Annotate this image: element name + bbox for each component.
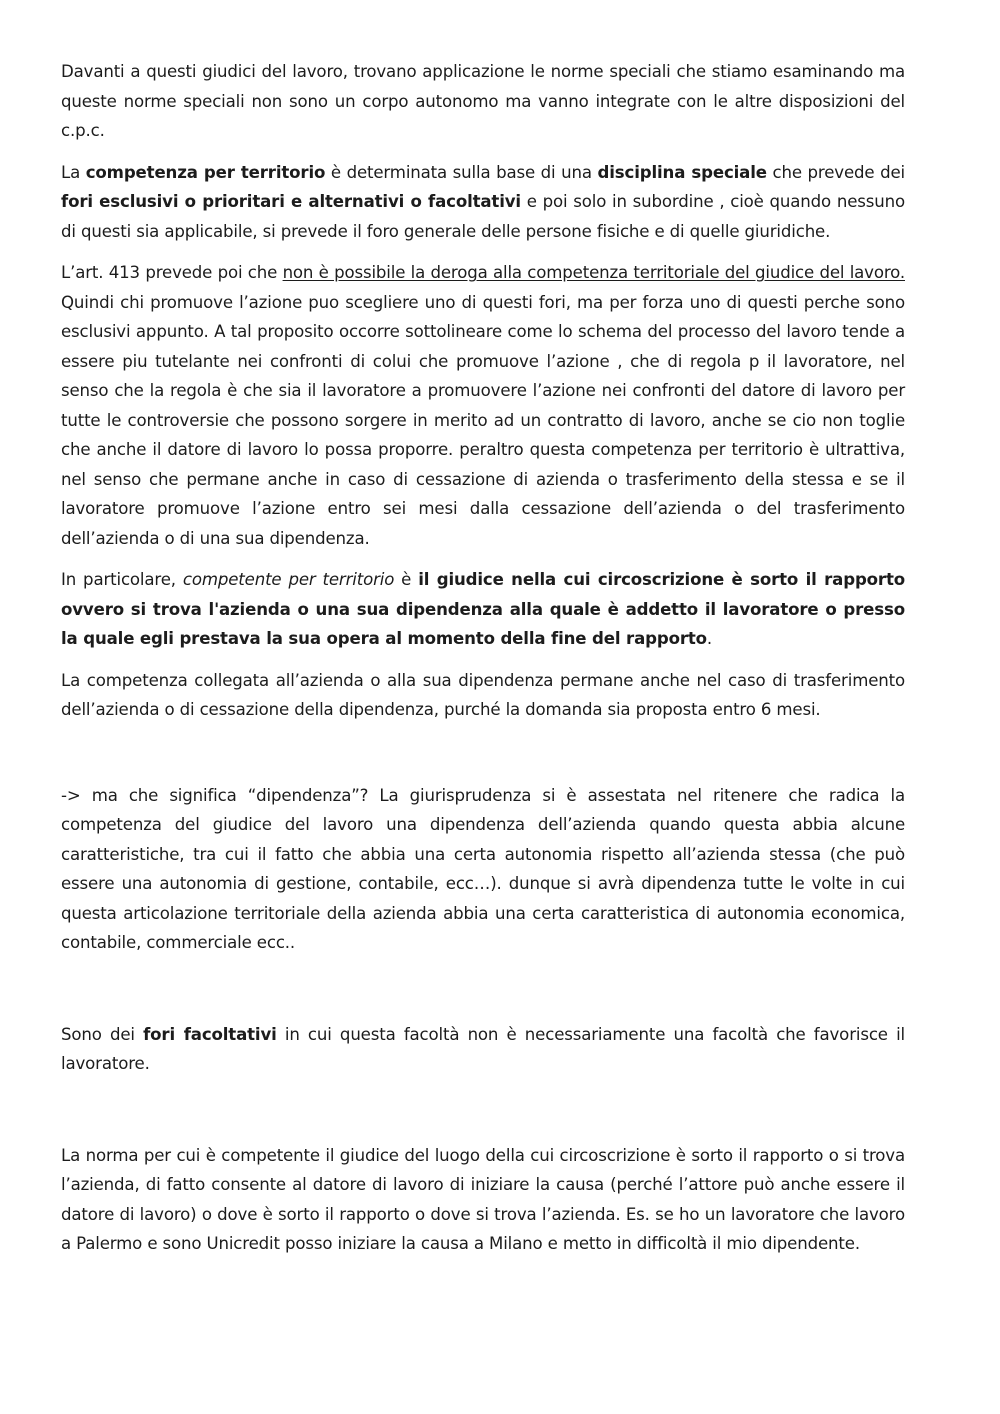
p3-run-2: non è possibile la deroga alla competenza territoriale del giudice del lavoro. <box>282 263 905 282</box>
p2-run-7: e poi solo in subordine , cioè quando nessuno di questi sia applicabile, si prevede il foro generale delle persone fisiche e di quelle giuridiche. <box>61 192 905 241</box>
paragraph-3 <box>61 258 905 553</box>
paragraph-4 <box>61 565 905 654</box>
p1-text: Davanti a questi giudici del lavoro, trovano applicazione le norme speciali che stiamo esaminando ma queste norme speciali non sono un corpo autonomo ma vanno integrate con le altre disposizioni del c.p.c. <box>61 62 905 140</box>
document-page <box>61 57 905 1259</box>
p2-run-3: è determinata sulla base di una <box>325 162 598 182</box>
paragraph-5 <box>61 666 905 725</box>
paragraph-6 <box>61 781 905 958</box>
p2-run-6: fori esclusivi o prioritari e alternativi o facoltativi <box>61 192 521 211</box>
p2-run-2: competenza per territorio <box>85 162 326 182</box>
p8-text: La norma per cui è competente il giudice del luogo della cui circoscrizione è sorto il rapporto o si trova l’azienda, di fatto consente al datore di lavoro di iniziare la causa (perché l’attore può anche essere il datore di lavoro) o dove è sorto il rapporto o dove si trova l’azienda. Es. se ho un lavoratore che lavoro a Palermo e sono Unicredit posso iniziare la causa a Milano e metto in difficoltà il mio dipendente. <box>61 1145 905 1253</box>
p6-text: -> ma che significa “dipendenza”? La giurisprudenza si è assestata nel ritenere che radica la competenza del giudice del lavoro una dipendenza dell’azienda quando questa abbia alcune caratteristiche, tra cui il fatto che abbia una certa autonomia rispetto all’azienda stessa (che può essere una autonomia di gestione, contabile, ecc…). dunque si avrà dipendenza tutte le volte in cui questa articolazione territoriale della azienda abbia una certa caratteristica di autonomia economica, contabile, commerciale ecc.. <box>61 785 905 952</box>
p2-run-4: disciplina speciale <box>597 162 767 182</box>
p3-run-3: Quindi chi promuove l’azione puo scegliere uno di questi fori, ma per forza uno di questi perche sono esclusivi appunto. A tal proposito occorre sottolineare come lo schema del processo del lavoro tende a essere piu tutelante nei confronti di colui che promuove l’azione , che di regola p il lavoratore, nel senso che la regola è che sia il lavoratore a promuovere l’azione nei confronti del datore di lavoro per tutte le controversie che possono sorgere in merito ad un contratto di lavoro, anche se cio non toglie che anche il datore di lavoro lo possa proporre. peraltro questa competenza per territorio è ultrattiva, nel senso che permane anche in caso di cessazione di azienda o trasferimento della stessa e se il lavoratore promuove l’azione entro sei mesi dalla cessazione dell’azienda o del trasferimento dell’azienda o di una sua dipendenza. <box>61 292 905 548</box>
p7-run-3: in cui questa facoltà non è necessariamente una facoltà che favorisce il lavoratore. <box>61 1024 905 1073</box>
p3-run-1: L’art. 413 prevede poi che <box>61 263 283 282</box>
p7-run-2: fori facoltativi <box>143 1024 277 1044</box>
p2-run-1: La <box>61 162 86 182</box>
p4-run-3: è <box>394 570 419 589</box>
paragraph-1 <box>61 57 905 146</box>
p5-text: La competenza collegata all’azienda o alla sua dipendenza permane anche nel caso di trasferimento dell’azienda o di cessazione della dipendenza, purché la domanda sia proposta entro 6 mesi. <box>61 670 905 719</box>
p7-run-1: Sono dei <box>61 1024 144 1044</box>
p4-run-2: competente per territorio <box>182 570 395 589</box>
p4-run-5: . <box>706 629 713 648</box>
p2-run-5: che prevede dei <box>766 162 905 182</box>
paragraph-8 <box>61 1141 905 1259</box>
p4-run-1: In particolare, <box>61 570 183 589</box>
paragraph-2 <box>61 158 905 247</box>
p4-run-4: il giudice nella cui circoscrizione è sorto il rapporto ovvero si trova l'azienda o una sua dipendenza alla quale è addetto il lavoratore o presso la quale egli prestava la sua opera al momento della fine del rapporto <box>61 570 905 648</box>
paragraph-7 <box>61 1020 905 1079</box>
